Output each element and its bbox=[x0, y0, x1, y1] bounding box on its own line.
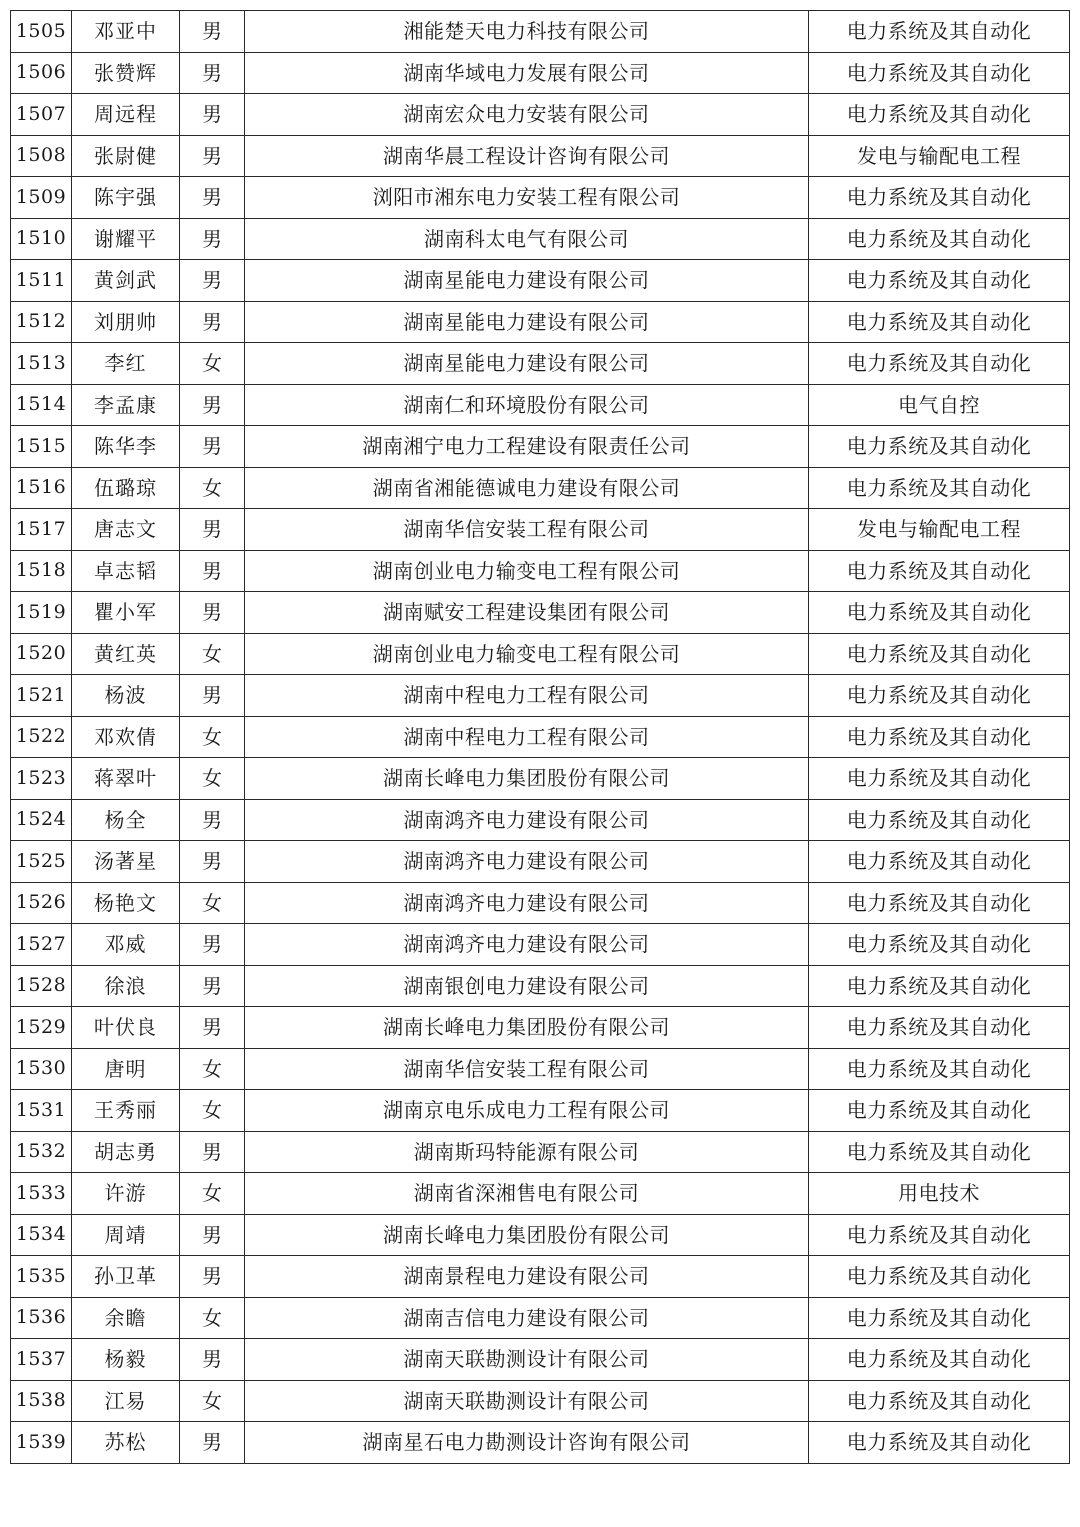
row-number-cell: 1509 bbox=[11, 177, 72, 219]
table-row bbox=[11, 1422, 1070, 1464]
name-cell: 伍璐琼 bbox=[72, 467, 180, 509]
name-cell: 杨毅 bbox=[72, 1339, 180, 1381]
row-number-cell: 1522 bbox=[11, 716, 72, 758]
table-row bbox=[11, 343, 1070, 385]
major-cell: 电力系统及其自动化 bbox=[809, 799, 1070, 841]
company-cell: 湖南星能电力建设有限公司 bbox=[245, 260, 809, 302]
company-cell: 湖南星石电力勘测设计咨询有限公司 bbox=[245, 1422, 809, 1464]
company-cell: 湖南星能电力建设有限公司 bbox=[245, 301, 809, 343]
roster-table-body bbox=[11, 11, 1070, 1464]
gender-cell: 男 bbox=[180, 384, 245, 426]
row-number-cell: 1519 bbox=[11, 592, 72, 634]
major-cell: 电力系统及其自动化 bbox=[809, 1007, 1070, 1049]
name-cell: 卓志韬 bbox=[72, 550, 180, 592]
gender-cell: 女 bbox=[180, 1297, 245, 1339]
table-row bbox=[11, 799, 1070, 841]
gender-cell: 女 bbox=[180, 1173, 245, 1215]
table-row bbox=[11, 426, 1070, 468]
major-cell: 发电与输配电工程 bbox=[809, 135, 1070, 177]
name-cell: 周靖 bbox=[72, 1214, 180, 1256]
row-number-cell: 1532 bbox=[11, 1131, 72, 1173]
gender-cell: 男 bbox=[180, 301, 245, 343]
name-cell: 张尉健 bbox=[72, 135, 180, 177]
gender-cell: 男 bbox=[180, 592, 245, 634]
gender-cell: 男 bbox=[180, 1256, 245, 1298]
gender-cell: 男 bbox=[180, 260, 245, 302]
gender-cell: 男 bbox=[180, 841, 245, 883]
table-row bbox=[11, 550, 1070, 592]
gender-cell: 男 bbox=[180, 550, 245, 592]
row-number-cell: 1537 bbox=[11, 1339, 72, 1381]
table-row bbox=[11, 509, 1070, 551]
gender-cell: 女 bbox=[180, 467, 245, 509]
roster-table bbox=[10, 10, 1070, 1464]
row-number-cell: 1527 bbox=[11, 924, 72, 966]
name-cell: 黄红英 bbox=[72, 633, 180, 675]
table-row bbox=[11, 52, 1070, 94]
row-number-cell: 1511 bbox=[11, 260, 72, 302]
company-cell: 湖南天联勘测设计有限公司 bbox=[245, 1339, 809, 1381]
major-cell: 电力系统及其自动化 bbox=[809, 343, 1070, 385]
name-cell: 王秀丽 bbox=[72, 1090, 180, 1132]
gender-cell: 女 bbox=[180, 343, 245, 385]
table-row bbox=[11, 1090, 1070, 1132]
major-cell: 电力系统及其自动化 bbox=[809, 1422, 1070, 1464]
gender-cell: 男 bbox=[180, 799, 245, 841]
name-cell: 许游 bbox=[72, 1173, 180, 1215]
company-cell: 湖南景程电力建设有限公司 bbox=[245, 1256, 809, 1298]
major-cell: 电力系统及其自动化 bbox=[809, 841, 1070, 883]
company-cell: 湖南省湘能德诚电力建设有限公司 bbox=[245, 467, 809, 509]
company-cell: 湖南中程电力工程有限公司 bbox=[245, 675, 809, 717]
table-row bbox=[11, 633, 1070, 675]
row-number-cell: 1536 bbox=[11, 1297, 72, 1339]
gender-cell: 男 bbox=[180, 1214, 245, 1256]
table-row bbox=[11, 924, 1070, 966]
table-row bbox=[11, 301, 1070, 343]
table-row bbox=[11, 1297, 1070, 1339]
row-number-cell: 1507 bbox=[11, 94, 72, 136]
major-cell: 电力系统及其自动化 bbox=[809, 1214, 1070, 1256]
company-cell: 浏阳市湘东电力安装工程有限公司 bbox=[245, 177, 809, 219]
major-cell: 电力系统及其自动化 bbox=[809, 1131, 1070, 1173]
row-number-cell: 1539 bbox=[11, 1422, 72, 1464]
table-row bbox=[11, 177, 1070, 219]
major-cell: 电力系统及其自动化 bbox=[809, 1339, 1070, 1381]
table-row bbox=[11, 592, 1070, 634]
row-number-cell: 1526 bbox=[11, 882, 72, 924]
row-number-cell: 1531 bbox=[11, 1090, 72, 1132]
major-cell: 电力系统及其自动化 bbox=[809, 218, 1070, 260]
name-cell: 邓亚中 bbox=[72, 11, 180, 53]
major-cell: 发电与输配电工程 bbox=[809, 509, 1070, 551]
name-cell: 叶伏良 bbox=[72, 1007, 180, 1049]
name-cell: 杨艳文 bbox=[72, 882, 180, 924]
major-cell: 电力系统及其自动化 bbox=[809, 965, 1070, 1007]
company-cell: 湖南长峰电力集团股份有限公司 bbox=[245, 1214, 809, 1256]
major-cell: 电力系统及其自动化 bbox=[809, 1090, 1070, 1132]
major-cell: 电力系统及其自动化 bbox=[809, 260, 1070, 302]
company-cell: 湖南创业电力输变电工程有限公司 bbox=[245, 633, 809, 675]
name-cell: 陈宇强 bbox=[72, 177, 180, 219]
gender-cell: 女 bbox=[180, 758, 245, 800]
name-cell: 瞿小军 bbox=[72, 592, 180, 634]
gender-cell: 男 bbox=[180, 965, 245, 1007]
row-number-cell: 1524 bbox=[11, 799, 72, 841]
major-cell: 电力系统及其自动化 bbox=[809, 301, 1070, 343]
row-number-cell: 1518 bbox=[11, 550, 72, 592]
name-cell: 蒋翠叶 bbox=[72, 758, 180, 800]
gender-cell: 男 bbox=[180, 52, 245, 94]
company-cell: 湖南华信安装工程有限公司 bbox=[245, 1048, 809, 1090]
gender-cell: 女 bbox=[180, 1048, 245, 1090]
company-cell: 湖南京电乐成电力工程有限公司 bbox=[245, 1090, 809, 1132]
name-cell: 徐浪 bbox=[72, 965, 180, 1007]
table-row bbox=[11, 758, 1070, 800]
table-row bbox=[11, 1173, 1070, 1215]
gender-cell: 男 bbox=[180, 1422, 245, 1464]
major-cell: 电力系统及其自动化 bbox=[809, 467, 1070, 509]
major-cell: 电力系统及其自动化 bbox=[809, 882, 1070, 924]
table-row bbox=[11, 260, 1070, 302]
major-cell: 电力系统及其自动化 bbox=[809, 550, 1070, 592]
gender-cell: 女 bbox=[180, 1380, 245, 1422]
company-cell: 湖南创业电力输变电工程有限公司 bbox=[245, 550, 809, 592]
table-row bbox=[11, 882, 1070, 924]
row-number-cell: 1516 bbox=[11, 467, 72, 509]
gender-cell: 女 bbox=[180, 716, 245, 758]
row-number-cell: 1538 bbox=[11, 1380, 72, 1422]
gender-cell: 女 bbox=[180, 1090, 245, 1132]
major-cell: 电力系统及其自动化 bbox=[809, 675, 1070, 717]
name-cell: 谢耀平 bbox=[72, 218, 180, 260]
gender-cell: 男 bbox=[180, 509, 245, 551]
major-cell: 电力系统及其自动化 bbox=[809, 1256, 1070, 1298]
company-cell: 湘能楚天电力科技有限公司 bbox=[245, 11, 809, 53]
table-row bbox=[11, 1007, 1070, 1049]
company-cell: 湖南赋安工程建设集团有限公司 bbox=[245, 592, 809, 634]
major-cell: 电力系统及其自动化 bbox=[809, 94, 1070, 136]
company-cell: 湖南华信安装工程有限公司 bbox=[245, 509, 809, 551]
name-cell: 周远程 bbox=[72, 94, 180, 136]
major-cell: 电力系统及其自动化 bbox=[809, 11, 1070, 53]
company-cell: 湖南科太电气有限公司 bbox=[245, 218, 809, 260]
name-cell: 苏松 bbox=[72, 1422, 180, 1464]
major-cell: 电力系统及其自动化 bbox=[809, 716, 1070, 758]
major-cell: 电力系统及其自动化 bbox=[809, 633, 1070, 675]
company-cell: 湖南华域电力发展有限公司 bbox=[245, 52, 809, 94]
company-cell: 湖南仁和环境股份有限公司 bbox=[245, 384, 809, 426]
name-cell: 杨波 bbox=[72, 675, 180, 717]
gender-cell: 男 bbox=[180, 426, 245, 468]
company-cell: 湖南宏众电力安装有限公司 bbox=[245, 94, 809, 136]
table-row bbox=[11, 1380, 1070, 1422]
table-row bbox=[11, 965, 1070, 1007]
table-row bbox=[11, 1339, 1070, 1381]
name-cell: 黄剑武 bbox=[72, 260, 180, 302]
table-row bbox=[11, 675, 1070, 717]
company-cell: 湖南天联勘测设计有限公司 bbox=[245, 1380, 809, 1422]
gender-cell: 女 bbox=[180, 633, 245, 675]
name-cell: 唐志文 bbox=[72, 509, 180, 551]
row-number-cell: 1515 bbox=[11, 426, 72, 468]
row-number-cell: 1530 bbox=[11, 1048, 72, 1090]
name-cell: 邓欢倩 bbox=[72, 716, 180, 758]
name-cell: 余瞻 bbox=[72, 1297, 180, 1339]
major-cell: 电力系统及其自动化 bbox=[809, 758, 1070, 800]
row-number-cell: 1521 bbox=[11, 675, 72, 717]
major-cell: 电力系统及其自动化 bbox=[809, 52, 1070, 94]
company-cell: 湖南省深湘售电有限公司 bbox=[245, 1173, 809, 1215]
gender-cell: 男 bbox=[180, 675, 245, 717]
table-row bbox=[11, 135, 1070, 177]
row-number-cell: 1528 bbox=[11, 965, 72, 1007]
gender-cell: 男 bbox=[180, 135, 245, 177]
name-cell: 江易 bbox=[72, 1380, 180, 1422]
company-cell: 湖南星能电力建设有限公司 bbox=[245, 343, 809, 385]
company-cell: 湖南长峰电力集团股份有限公司 bbox=[245, 1007, 809, 1049]
name-cell: 邓威 bbox=[72, 924, 180, 966]
table-row bbox=[11, 1131, 1070, 1173]
gender-cell: 男 bbox=[180, 924, 245, 966]
major-cell: 电气自控 bbox=[809, 384, 1070, 426]
major-cell: 电力系统及其自动化 bbox=[809, 1380, 1070, 1422]
table-row bbox=[11, 1048, 1070, 1090]
major-cell: 电力系统及其自动化 bbox=[809, 924, 1070, 966]
gender-cell: 男 bbox=[180, 1007, 245, 1049]
row-number-cell: 1525 bbox=[11, 841, 72, 883]
name-cell: 孙卫革 bbox=[72, 1256, 180, 1298]
table-row bbox=[11, 218, 1070, 260]
row-number-cell: 1520 bbox=[11, 633, 72, 675]
company-cell: 湖南银创电力建设有限公司 bbox=[245, 965, 809, 1007]
table-row bbox=[11, 94, 1070, 136]
company-cell: 湖南鸿齐电力建设有限公司 bbox=[245, 924, 809, 966]
table-row bbox=[11, 841, 1070, 883]
row-number-cell: 1506 bbox=[11, 52, 72, 94]
name-cell: 张赞辉 bbox=[72, 52, 180, 94]
row-number-cell: 1508 bbox=[11, 135, 72, 177]
company-cell: 湖南鸿齐电力建设有限公司 bbox=[245, 799, 809, 841]
company-cell: 湖南湘宁电力工程建设有限责任公司 bbox=[245, 426, 809, 468]
name-cell: 陈华李 bbox=[72, 426, 180, 468]
major-cell: 用电技术 bbox=[809, 1173, 1070, 1215]
company-cell: 湖南华晨工程设计咨询有限公司 bbox=[245, 135, 809, 177]
name-cell: 胡志勇 bbox=[72, 1131, 180, 1173]
company-cell: 湖南鸿齐电力建设有限公司 bbox=[245, 841, 809, 883]
gender-cell: 男 bbox=[180, 94, 245, 136]
major-cell: 电力系统及其自动化 bbox=[809, 1297, 1070, 1339]
gender-cell: 男 bbox=[180, 11, 245, 53]
row-number-cell: 1510 bbox=[11, 218, 72, 260]
company-cell: 湖南斯玛特能源有限公司 bbox=[245, 1131, 809, 1173]
name-cell: 李红 bbox=[72, 343, 180, 385]
row-number-cell: 1512 bbox=[11, 301, 72, 343]
table-row bbox=[11, 384, 1070, 426]
row-number-cell: 1517 bbox=[11, 509, 72, 551]
name-cell: 李孟康 bbox=[72, 384, 180, 426]
row-number-cell: 1535 bbox=[11, 1256, 72, 1298]
gender-cell: 男 bbox=[180, 1339, 245, 1381]
company-cell: 湖南吉信电力建设有限公司 bbox=[245, 1297, 809, 1339]
major-cell: 电力系统及其自动化 bbox=[809, 592, 1070, 634]
name-cell: 刘朋帅 bbox=[72, 301, 180, 343]
gender-cell: 男 bbox=[180, 177, 245, 219]
row-number-cell: 1505 bbox=[11, 11, 72, 53]
row-number-cell: 1534 bbox=[11, 1214, 72, 1256]
row-number-cell: 1523 bbox=[11, 758, 72, 800]
gender-cell: 女 bbox=[180, 882, 245, 924]
row-number-cell: 1514 bbox=[11, 384, 72, 426]
major-cell: 电力系统及其自动化 bbox=[809, 426, 1070, 468]
name-cell: 杨全 bbox=[72, 799, 180, 841]
name-cell: 汤著星 bbox=[72, 841, 180, 883]
table-row bbox=[11, 1256, 1070, 1298]
name-cell: 唐明 bbox=[72, 1048, 180, 1090]
table-row bbox=[11, 467, 1070, 509]
company-cell: 湖南长峰电力集团股份有限公司 bbox=[245, 758, 809, 800]
table-row bbox=[11, 716, 1070, 758]
row-number-cell: 1529 bbox=[11, 1007, 72, 1049]
company-cell: 湖南鸿齐电力建设有限公司 bbox=[245, 882, 809, 924]
major-cell: 电力系统及其自动化 bbox=[809, 177, 1070, 219]
gender-cell: 男 bbox=[180, 218, 245, 260]
gender-cell: 男 bbox=[180, 1131, 245, 1173]
company-cell: 湖南中程电力工程有限公司 bbox=[245, 716, 809, 758]
table-row bbox=[11, 11, 1070, 53]
row-number-cell: 1513 bbox=[11, 343, 72, 385]
row-number-cell: 1533 bbox=[11, 1173, 72, 1215]
major-cell: 电力系统及其自动化 bbox=[809, 1048, 1070, 1090]
table-row bbox=[11, 1214, 1070, 1256]
